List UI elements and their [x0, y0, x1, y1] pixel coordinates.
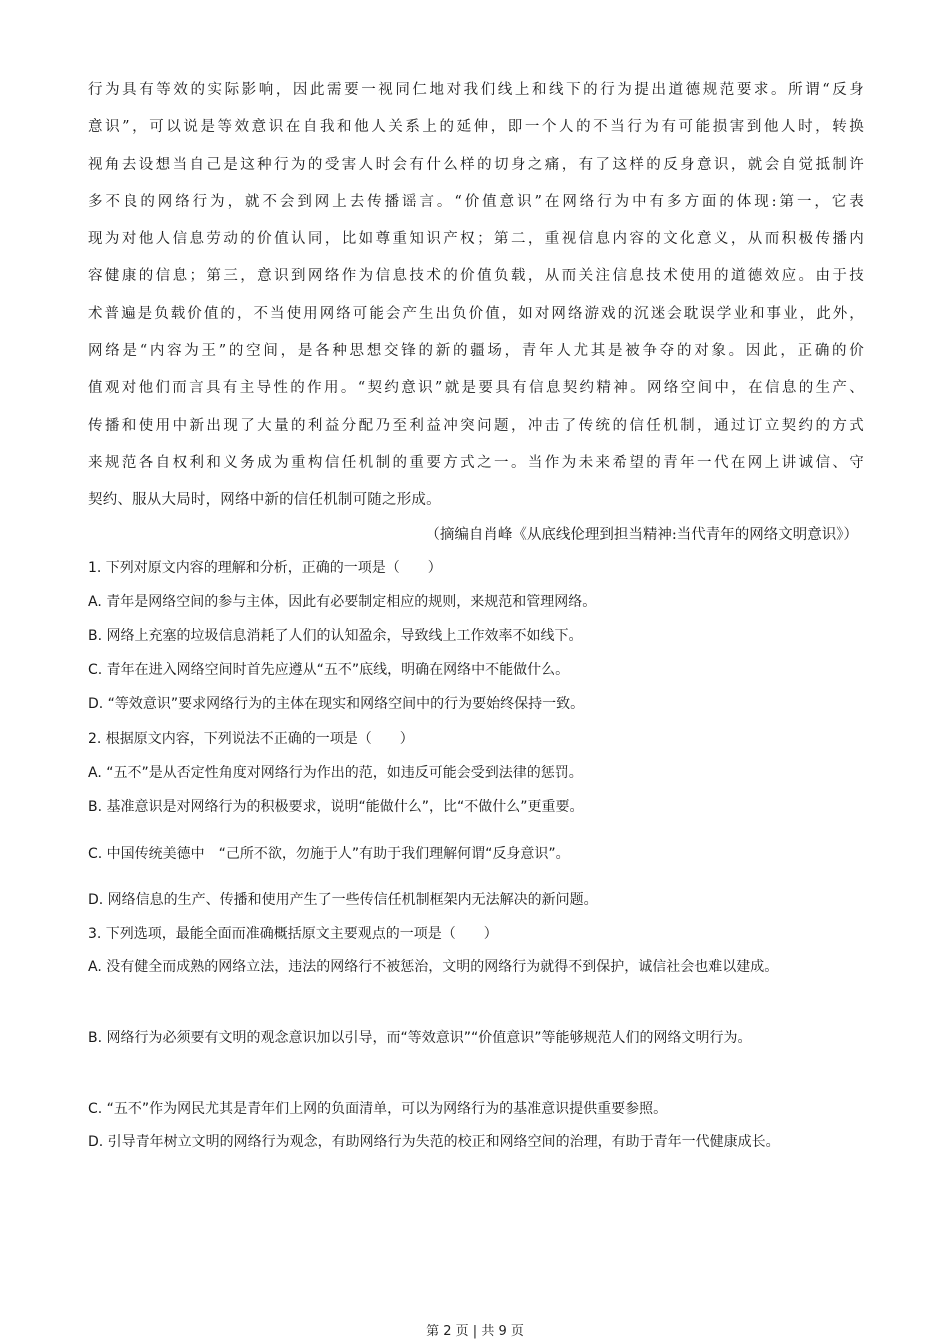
question-3-option-d: D. 引导青年树立文明的网络行为观念，有助网络行为失范的校正和网络空间的治理，有助于青年一代健康成长。	[88, 1134, 780, 1150]
passage-line: 行为具有等效的实际影响，因此需要一视同仁地对我们线上和线下的行为提出道德规范要求。所谓“反身	[88, 82, 864, 98]
question-1-option-a: A. 青年是网络空间的参与主体，因此有必要制定相应的规则，来规范和管理网络。	[88, 594, 597, 610]
passage-source: （摘编自肖峰《从底线伦理到担当精神:当代青年的网络文明意识》）	[425, 527, 858, 543]
passage-line: 容健康的信息；第三，意识到网络作为信息技术的价值负载，从而关注信息技术使用的道德效应。由于技	[88, 268, 864, 285]
question-1-option-d: D. “等效意识”要求网络行为的主体在现实和网络空间中的行为要始终保持一致。	[88, 696, 585, 712]
question-1-stem: 1. 下列对原文内容的理解和分析，正确的一项是（ ）	[88, 560, 442, 576]
passage-line: 现为对他人信息劳动的价值认同，比如尊重知识产权；第二，重视信息内容的文化意义，从而积极传播内	[88, 231, 864, 248]
passage-line: 术普遍是负载价值的，不当使用网络可能会产生出负价值，如对网络游戏的沉迷会耽误学业和事业，此外，	[88, 305, 864, 322]
question-1-option-c: C. 青年在进入网络空间时首先应遵从“五不”底线，明确在网络中不能做什么。	[88, 662, 570, 678]
question-3-stem: 3. 下列选项，最能全面而准确概括原文主要观点的一项是（ ）	[88, 926, 498, 942]
passage-line: 值观对他们而言具有主导性的作用。“契约意识”就是要具有信息契约精神。网络空间中，在信息的生产、	[88, 380, 864, 397]
question-2-option-b: B. 基准意识是对网络行为的积极要求，说明“能做什么”，比“不做什么”更重要。	[88, 799, 584, 815]
question-1-option-b: B. 网络上充塞的垃圾信息消耗了人们的认知盈余，导致线上工作效率不如线下。	[88, 628, 583, 644]
question-2-option-a: A. “五不”是从否定性角度对网络行为作出的范，如违反可能会受到法律的惩罚。	[88, 765, 583, 781]
passage-line: 传播和使用中新出现了大量的利益分配乃至利益冲突问题，冲击了传统的信任机制，通过订立契约的方式	[88, 417, 864, 434]
question-3-option-b: B. 网络行为必须要有文明的观念意识加以引导，而“等效意识”“价值意识”等能够规范人们的网络文明行为。	[88, 1030, 752, 1046]
page-number: 第 2 页 | 共 9 页	[426, 1324, 524, 1339]
passage-line: 视角去设想当自己是这种行为的受害人时会有什么样的切身之痛，有了这样的反身意识，就会自觉抵制许	[88, 156, 864, 173]
question-3-option-c: C. “五不”作为网民尤其是青年们上网的负面清单，可以为网络行为的基准意识提供重要参照。	[88, 1101, 668, 1117]
passage-line: 契约、服从大局时，网络中新的信任机制可随之形成。	[88, 492, 441, 509]
passage-line: 多不良的网络行为，就不会到网上去传播谣言。“价值意识”在网络行为中有多方面的体现:第一，它表	[88, 193, 864, 210]
passage-line: 来规范各自权利和义务成为重构信任机制的重要方式之一。当作为未来希望的青年一代在网上讲诚信、守	[88, 454, 864, 471]
question-3-option-a: A. 没有健全而成熟的网络立法，违法的网络行不被惩治，文明的网络行为就得不到保护，诚信社会也难以建成。	[88, 959, 779, 975]
passage-text	[88, 72, 864, 520]
passage-line: 网络是“内容为王”的空间，是各种思想交锋的新的疆场，青年人尤其是被争夺的对象。因此，正确的价	[88, 343, 864, 360]
question-2-option-c: C. 中国传统美德中 “己所不欲，勿施于人”有助于我们理解何谓“反身意识”。	[88, 846, 570, 862]
question-2-stem: 2. 根据原文内容，下列说法不正确的一项是（ ）	[88, 731, 414, 747]
passage-line: 意识”，可以说是等效意识在自我和他人关系上的延伸，即一个人的不当行为有可能损害到他人时，转换	[88, 119, 864, 136]
question-2-option-d: D. 网络信息的生产、传播和使用产生了一些传信任机制框架内无法解决的新问题。	[88, 892, 598, 908]
